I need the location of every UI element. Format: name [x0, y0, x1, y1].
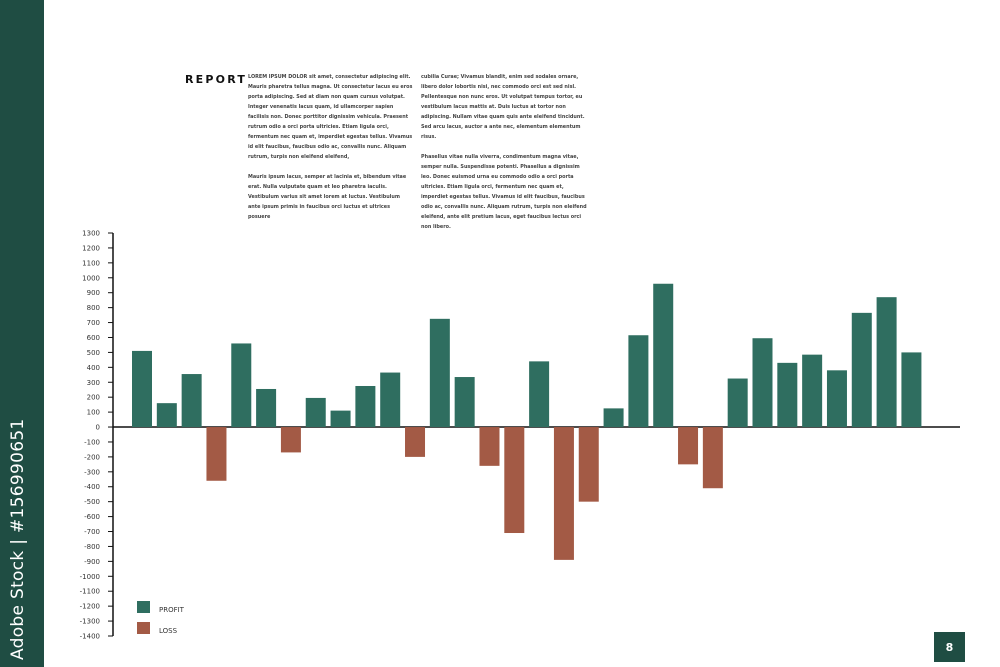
profit-bar [604, 408, 624, 427]
loss-bar [579, 427, 599, 502]
profit-bar [628, 335, 648, 427]
profit-bar [753, 338, 773, 427]
paragraph: LOREM IPSUM DOLOR sit amet, consectetur adipiscing elit. Mauris pharetra tellus magna. Ut consectetur lacus eu eros porta adipiscing. Sed at diam non quam cursus volutpat. Integer venenatis lacus quam, id ullamcorper sapien facilisis non. Donec porttitor dignissim vehicula. Praesent rutrum odio a orci porta ultricies. Etiam ligula orci, fermentum nec quam et, imperdiet egestas tellus. Vivamus id elit faucibus, faucibus odio ac, convallis nunc. Aliquam rutrum, turpis non eleifend eleifend, [248, 74, 413, 160]
y-tick-label: 200 [86, 393, 100, 402]
profit-bar [380, 373, 400, 427]
loss-bar [554, 427, 574, 560]
legend-label: PROFIT [159, 606, 184, 614]
y-tick-label: -1300 [79, 617, 100, 626]
bars [132, 284, 921, 560]
y-tick-label: 0 [95, 423, 100, 432]
profit-bar [430, 319, 450, 427]
y-tick-label: 1200 [82, 244, 100, 253]
y-tick-label: -1400 [79, 632, 100, 641]
profit-bar [852, 313, 872, 427]
y-tick-label: 100 [86, 408, 100, 417]
profit-bar [355, 386, 375, 427]
y-tick-label: -100 [84, 438, 100, 447]
paragraph: Phasellus vitae nulla viverra, condimentum magna vitae, semper nulla. Suspendisse potenti. Phasellus a dignissim leo. Donec euismod urna eu commodo odio a orci porta ultricies. Etiam ligula orci, fermentum nec quam et, imperdiet egestas tellus. Vivamus id elit faucibus, faucibus odio ac, convallis nunc. Aliquam rutrum, turpis non eleifend eleifend, ante elit pretium lacus, eget faucibus lectus orci non libero. [421, 154, 587, 230]
profit-bar [157, 403, 177, 427]
paragraph: cubilia Curae; Vivamus blandit, enim sed sodales ornare, libero dolor lobortis nisi, nec commodo orci est sed nisl. Pellentesque non nunc eros. Ut volutpat tempus tortor, eu vestibulum lacus mattis at. Duis luctus at tortor non adipiscing. Nullam vitae quam quis ante eleifend tincidunt. Sed arcu lacus, auctor a ante nec, elementum elementum risus. [421, 74, 585, 140]
y-tick-label: 1300 [82, 229, 100, 238]
profit-bar [529, 361, 549, 427]
y-tick-label: 700 [86, 319, 100, 328]
y-tick-label: 900 [86, 289, 100, 298]
legend-label: LOSS [159, 627, 178, 635]
y-tick-label: -200 [84, 453, 100, 462]
y-tick-label: -800 [84, 542, 100, 551]
profit-bar [777, 363, 797, 427]
y-tick-label: 300 [86, 378, 100, 387]
loss-bar [504, 427, 524, 533]
report-title: REPORT [185, 73, 248, 86]
y-tick-label: -1100 [79, 587, 100, 596]
y-tick-label: -700 [84, 528, 100, 537]
y-tick-label: -400 [84, 483, 100, 492]
legend-swatch [137, 622, 150, 634]
y-tick-label: 400 [86, 363, 100, 372]
loss-bar [206, 427, 226, 481]
profit-bar [132, 351, 152, 427]
profit-bar [802, 355, 822, 427]
paragraph: Mauris ipsum lacus, semper at lacinia et, bibendum vitae erat. Nulla vulputate quam et leo pharetra iaculis. Vestibulum varius sit amet lorem at luctus. Vestibulum ante ipsum primis in faucibus orci luctus et ultrices posuere [248, 174, 407, 220]
legend-swatch [137, 601, 150, 613]
profit-bar [901, 352, 921, 427]
loss-bar [281, 427, 301, 452]
loss-bar [678, 427, 698, 464]
profit-bar [455, 377, 475, 427]
y-tick-label: 1100 [82, 259, 100, 268]
profit-bar [231, 343, 251, 427]
profit-bar [331, 411, 351, 427]
y-tick-label: 500 [86, 348, 100, 357]
profit-bar [728, 379, 748, 428]
y-tick-label: -600 [84, 513, 100, 522]
watermark-text: Adobe Stock | #156990651 [8, 418, 28, 660]
loss-bar [703, 427, 723, 488]
y-tick-label: -300 [84, 468, 100, 477]
loss-bar [405, 427, 425, 457]
profit-bar [653, 284, 673, 427]
profit-bar [877, 297, 897, 427]
y-tick-label: 600 [86, 333, 100, 342]
y-tick-label: 1000 [82, 274, 100, 283]
y-tick-label: -1200 [79, 602, 100, 611]
y-tick-label: -500 [84, 498, 100, 507]
profit-bar [306, 398, 326, 427]
profit-bar [256, 389, 276, 427]
y-tick-label: -900 [84, 557, 100, 566]
profit-bar [182, 374, 202, 427]
page-number: 8 [934, 632, 965, 662]
y-tick-label: 800 [86, 304, 100, 313]
y-tick-label: -1000 [79, 572, 100, 581]
profit-bar [827, 370, 847, 427]
loss-bar [479, 427, 499, 466]
legend [137, 601, 185, 635]
